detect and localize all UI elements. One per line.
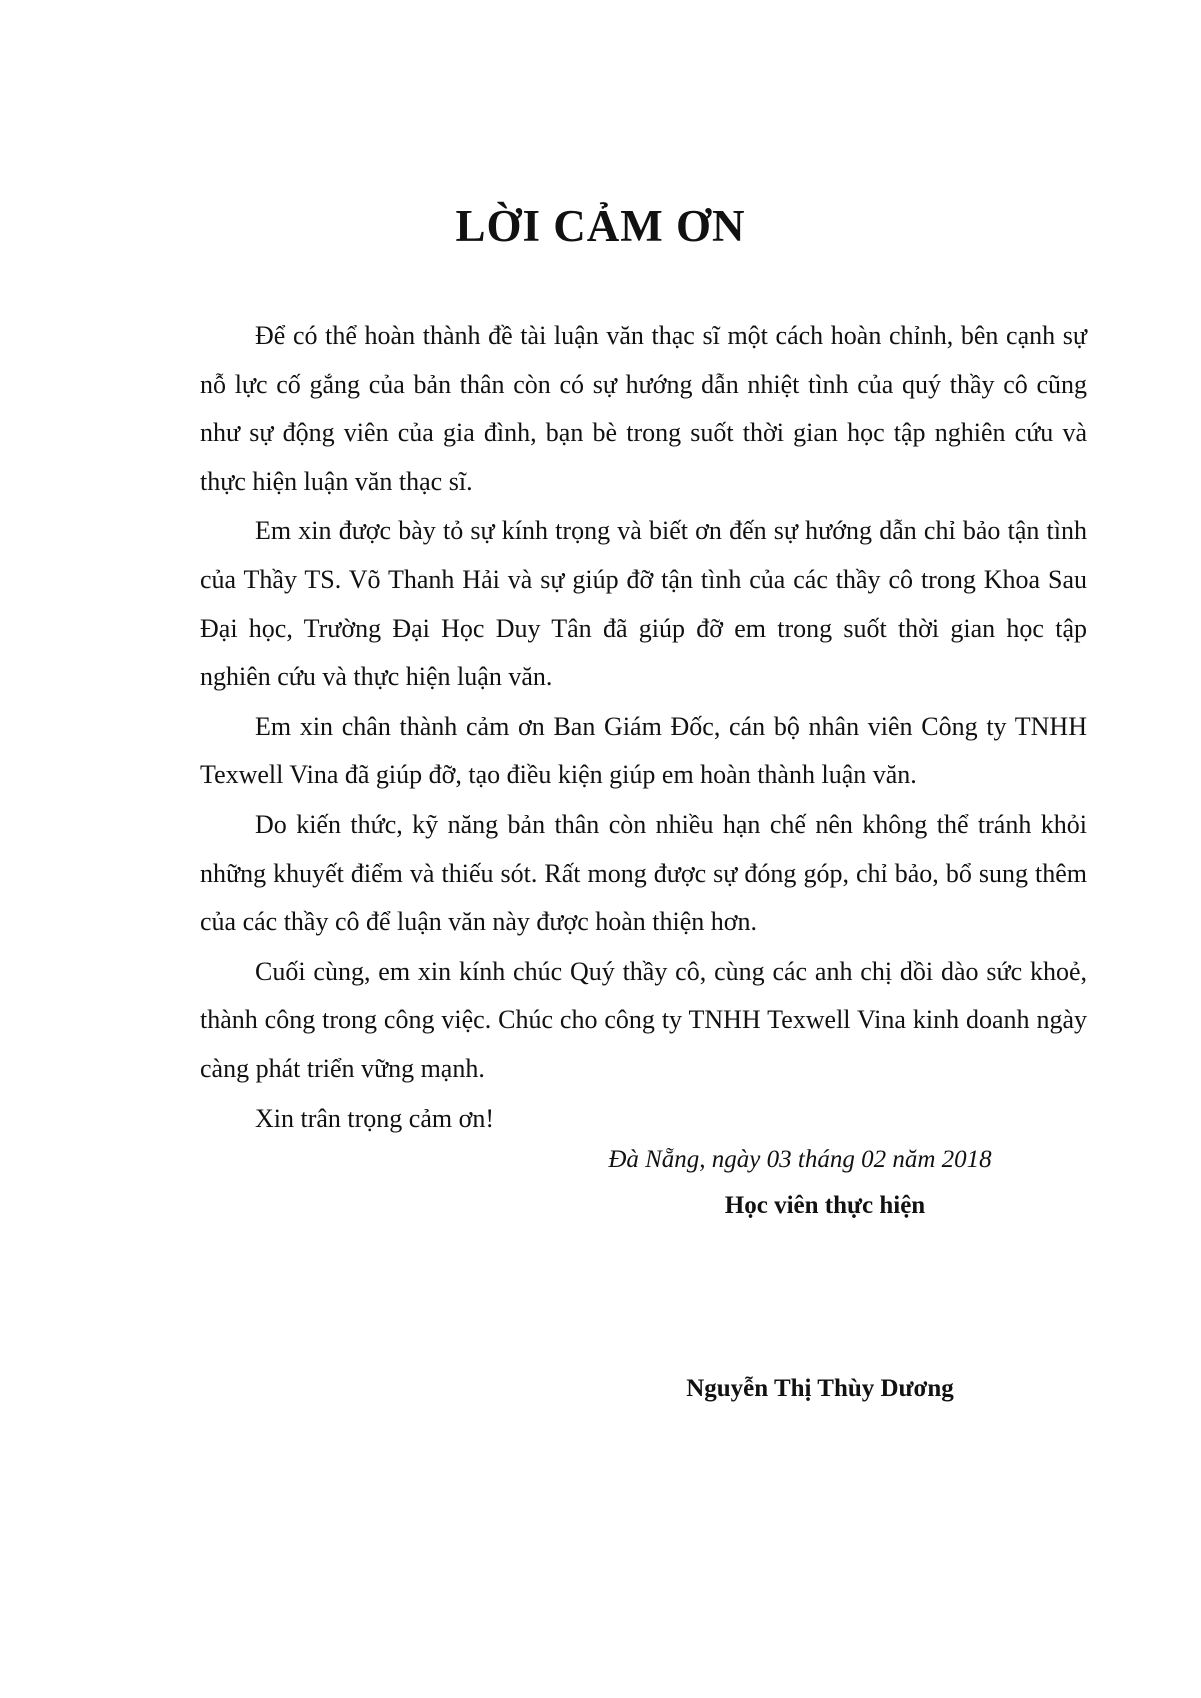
paragraph-5: Cuối cùng, em xin kính chúc Quý thầy cô, cùng các anh chị dồi dào sức khoẻ, thành công trong công việc. Chúc cho công ty TNHH Texwell Vina kinh doanh ngày càng phát triển vững mạnh.	[200, 956, 1087, 1083]
paragraph-3: Em xin chân thành cảm ơn Ban Giám Đốc, cán bộ nhân viên Công ty TNHH Texwell Vina đã giúp đỡ, tạo điều kiện giúp em hoàn thành luận văn.	[200, 711, 1087, 790]
paragraph-4: Do kiến thức, kỹ năng bản thân còn nhiều hạn chế nên không thể tránh khỏi những khuyết điểm và thiếu sót. Rất mong được sự đóng góp, chỉ bảo, bổ sung thêm của các thầy cô để luận văn này được hoàn thiện hơn.	[200, 809, 1087, 937]
acknowledgement-body	[200, 312, 1087, 1143]
signer-role: Học viên thực hiện	[724, 1192, 926, 1219]
signer-name: Nguyễn Thị Thùy Dương	[686, 1375, 954, 1402]
place-date: Đà Nẵng, ngày 03 tháng 02 năm 2018	[608, 1146, 992, 1173]
paragraph-2: Em xin được bày tỏ sự kính trọng và biết ơn đến sự hướng dẫn chỉ bảo tận tình của Thầy TS. Võ Thanh Hải và sự giúp đỡ tận tình của các thầy cô trong Khoa Sau Đại học, Trường Đại Học Duy Tân đã giúp đỡ em trong suốt thời gian học tập nghiên cứu và thực hiện luận văn.	[200, 516, 1087, 692]
closing-line: Xin trân trọng cảm ơn!	[255, 1103, 495, 1133]
paragraph-1: Để có thể hoàn thành đề tài luận văn thạc sĩ một cách hoàn chỉnh, bên cạnh sự nỗ lực cố gắng của bản thân còn có sự hướng dẫn nhiệt tình của quý thầy cô cũng như sự động viên của gia đình, bạn bè trong suốt thời gian học tập nghiên cứu và thực hiện luận văn thạc sĩ.	[200, 321, 1087, 496]
page-title: LỜI CẢM ƠN	[455, 201, 746, 251]
